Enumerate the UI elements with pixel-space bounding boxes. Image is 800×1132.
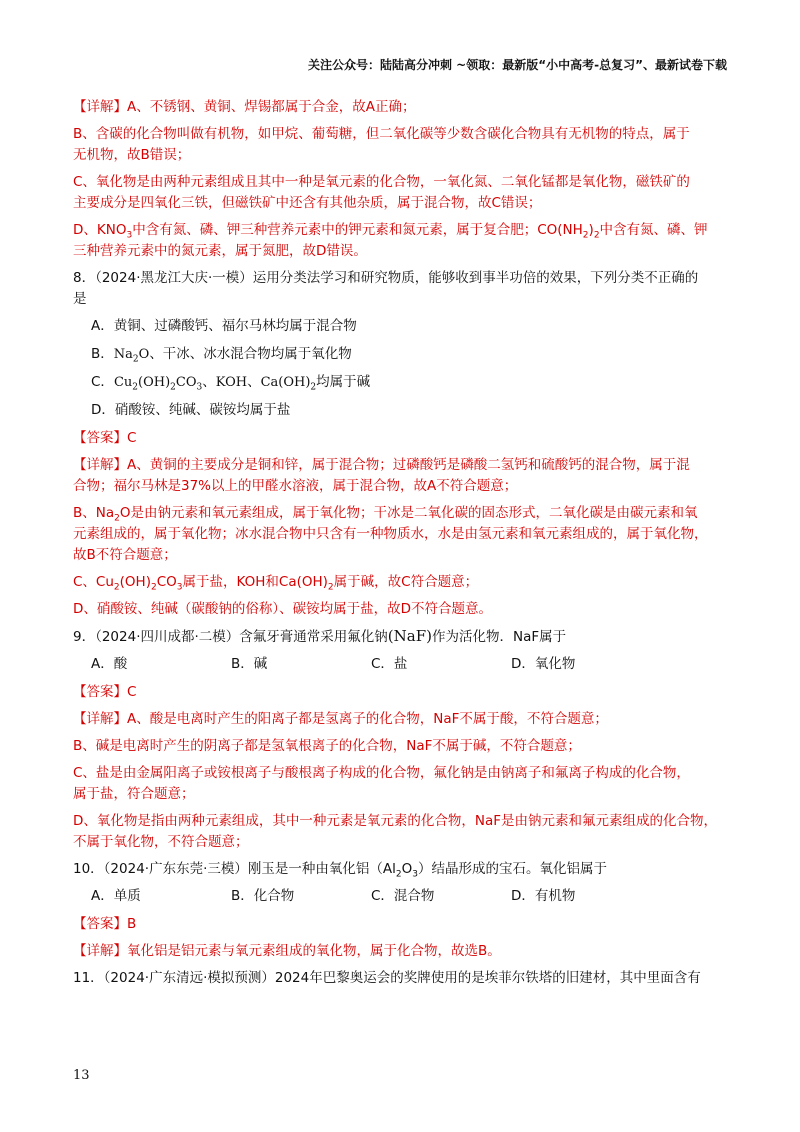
q8-c-f1-sub: 2 — [132, 382, 138, 393]
q8-dc-m1: (OH) — [119, 574, 151, 590]
q7-d-line2: 三种营养元素中的氮元素，属于氮肥，故D错误。 — [73, 243, 367, 259]
q10-option-a: A．单质 — [91, 888, 141, 904]
q8-c-formula2: KOH — [215, 375, 248, 390]
q9-dd-line1: D、氧化物是指由两种元素组成，其中一种元素是氧元素的化合物，NaF是由钠元素和氟元素组成的化合物， — [73, 813, 718, 829]
q8-c-formula3 — [260, 375, 317, 393]
q9-stem — [73, 626, 725, 648]
q8-option-a: A．黄铜、过磷酸钙、福尔马林均属于混合物 — [91, 318, 357, 334]
q10-options — [73, 886, 725, 907]
q9-answer: 【答案】C — [73, 684, 137, 700]
q8-c-f1-sub3: 3 — [196, 382, 203, 393]
q8-b-label: B． — [91, 346, 114, 362]
q7-detail-c-line2: 主要成分是四氧化三铁，但磁铁矿中还含有其他杂质，属于混合物，故C错误； — [73, 195, 542, 211]
q8-c-f3: Ca(OH) — [260, 375, 311, 390]
q8-dc-s1: 2 — [113, 582, 120, 593]
q7-detail-b — [73, 124, 725, 166]
q8-dc-m2: CO — [156, 574, 177, 590]
q9-option-b: B．碱 — [231, 656, 268, 672]
q8-b-f1-end: O — [138, 347, 150, 362]
q8-c-f3-sub: 2 — [310, 382, 317, 393]
q8-c-f1-sub2: 2 — [170, 382, 176, 393]
q8-detail-a-line1: 【详解】A、黄铜的主要成分是铜和锌，属于混合物；过磷酸钙是磷酸二氢钙和硫酸钙的混合物，属于混 — [73, 457, 690, 473]
q8-c-formula1 — [113, 375, 203, 393]
q7-detail-c-line1: C、氧化物是由两种元素组成且其中一种是氧元素的化合物，一氧化氮、二氧化锰都是氧化物，磁铁矿的 — [73, 174, 690, 190]
q8-detail-c — [73, 572, 725, 593]
q8-stem-line2: 是 — [73, 291, 87, 307]
q8-b-f1: Na — [113, 347, 133, 362]
q9-stem-pre: 9．（2024·四川成都·二模）含氟牙膏通常采用氟化钠 — [73, 629, 388, 645]
q8-c-label: C． — [91, 374, 114, 390]
q7-d-end: 中含有氮、磷、钾 — [599, 222, 708, 238]
q10-stem-post: ）结晶形成的宝石。氧化铝属于 — [417, 861, 607, 877]
q8-answer: 【答案】C — [73, 430, 137, 446]
q7-d-sub3: 2 — [593, 230, 600, 241]
q8-c-sep1: 、 — [202, 374, 216, 390]
q7-d-pre: D、KNO — [73, 222, 127, 238]
q8-b-text: 、干冰、冰水混合物均属于氧化物 — [149, 346, 352, 362]
q8-dc-s2: 2 — [150, 582, 157, 593]
q8-c-sep2: 、 — [247, 374, 261, 390]
q7-detail-a: 【详解】A、不锈钢、黄铜、焊锡都属于合金，故A正确； — [73, 99, 416, 115]
q9-dc-line1: C、盐是由金属阳离子或铵根离子与酸根离子构成的化合物，氟化钠是由钠离子和氟离子构成的化合物， — [73, 765, 690, 781]
q9-detail-b: B、碱是电离时产生的阴离子都是氢氧根离子的化合物，NaF不属于碱，不符合题意； — [73, 738, 581, 754]
q9-option-d: D．氧化物 — [511, 656, 576, 672]
q9-detail-c — [73, 763, 725, 805]
q10-stem — [73, 859, 725, 880]
q9-stem-post: 作为活化物．NaF属于 — [431, 629, 567, 645]
q7-d-sub1: 3 — [126, 230, 133, 241]
q9-dd-line2: 不属于氧化物，不符合题意； — [73, 834, 249, 850]
q8-db-line3: 故B不符合题意； — [73, 547, 177, 563]
q8-detail-d: D、硝酸铵、纯碱（碳酸钠的俗称）、碳铵均属于盐，故D不符合题意。 — [73, 601, 493, 617]
q8-c-f1-end: CO — [175, 375, 197, 390]
q8-c-text: 均属于碱 — [316, 374, 371, 390]
q7-detail-b-line2: 无机物，故B错误； — [73, 147, 191, 163]
q8-c-f1: Cu — [113, 375, 133, 390]
q8-dc-end: 属于碱，故C符合题意； — [333, 574, 479, 590]
q7-d-post: ) — [588, 222, 594, 238]
q8-detail-b — [73, 503, 725, 566]
page-number: 13 — [73, 1068, 90, 1083]
q8-dc-m3: 属于盐，KOH和Ca(OH) — [182, 574, 328, 590]
q8-db-pre: B、Na — [73, 505, 115, 521]
q8-stem — [73, 268, 725, 310]
q8-db-line2: 元素组成的，属于氧化物；冰水混合物中只含有一种物质水，水是由氢元素和氧元素组成的，属于氧化物， — [73, 526, 708, 542]
q8-detail-a-line2: 合物；福尔马林是37%以上的甲醛水溶液，属于混合物，故A不符合题意； — [73, 478, 518, 494]
q8-dc-s3: 3 — [176, 582, 183, 593]
q7-d-sub2: 2 — [582, 230, 589, 241]
q7-detail-d — [73, 220, 725, 262]
q10-option-d: D．有机物 — [511, 888, 576, 904]
q11-stem: 11．（2024·广东清远·模拟预测）2024年巴黎奥运会的奖牌使用的是埃菲尔铁塔的旧建材，其中里面含有 — [73, 970, 701, 986]
q8-dc-s4: 2 — [327, 582, 334, 593]
q10-stem-s1: 2 — [395, 869, 402, 880]
q7-d-mid: 中含有氮、磷、钾三种营养元素中的钾元素和氮元素，属于复合肥；CO(NH — [132, 222, 583, 238]
q7-detail-c — [73, 172, 725, 214]
document-body — [73, 97, 725, 995]
q8-db-post: O是由钠元素和氧元素组成，属于氧化物；干冰是二氧化碳的固态形式，二氧化碳是由碳元素和氧 — [119, 505, 698, 521]
q8-option-c — [73, 372, 725, 393]
q8-option-d: D．硝酸铵、纯碱、碳铵均属于盐 — [91, 402, 291, 418]
q10-stem-pre: 10．（2024·广东东莞·三模）刚玉是一种由氧化铝（Al — [73, 861, 396, 877]
q7-detail-b-line1: B、含碳的化合物叫做有机物，如甲烷、葡萄糖，但二氧化碳等少数含碳化合物具有无机物的特点，属于 — [73, 126, 690, 142]
q9-detail-d — [73, 811, 725, 853]
q8-dc-pre: C、Cu — [73, 574, 114, 590]
q8-db-sub: 2 — [114, 513, 120, 524]
q10-stem-m: O — [401, 861, 413, 877]
q8-c-f1-mid: (OH) — [138, 375, 171, 390]
q8-detail-a — [73, 455, 725, 497]
q10-stem-s2: 3 — [412, 869, 418, 880]
page-header: 关注公众号：陆陆高分冲刺 ~领取：最新版“小中高考-总复习”、最新试卷下载 — [308, 58, 727, 72]
q10-option-b: B．化合物 — [231, 888, 295, 904]
q8-b-f1-sub: 2 — [132, 354, 139, 365]
q9-option-c: C．盐 — [371, 656, 408, 672]
q8-stem-line1: 8．（2024·黑龙江大庆·一模）运用分类法学习和研究物质，能够收到事半功倍的效果，下列分类不正确的 — [73, 270, 699, 286]
q10-answer: 【答案】B — [73, 916, 137, 932]
q8-b-formula — [113, 347, 150, 365]
q10-option-c: C．混合物 — [371, 888, 435, 904]
q9-dc-line2: 属于盐，符合题意； — [73, 786, 195, 802]
q9-detail-a: 【详解】A、酸是电离时产生的阳离子都是氢离子的化合物，NaF不属于酸，不符合题意； — [73, 711, 608, 727]
q9-option-a: A．酸 — [91, 656, 128, 672]
q8-option-b — [73, 344, 725, 365]
q10-detail: 【详解】氧化铝是铝元素与氧元素组成的氧化物，属于化合物，故选B。 — [73, 943, 501, 959]
q9-options — [73, 654, 725, 675]
q9-stem-formula: (NaF) — [387, 627, 432, 645]
